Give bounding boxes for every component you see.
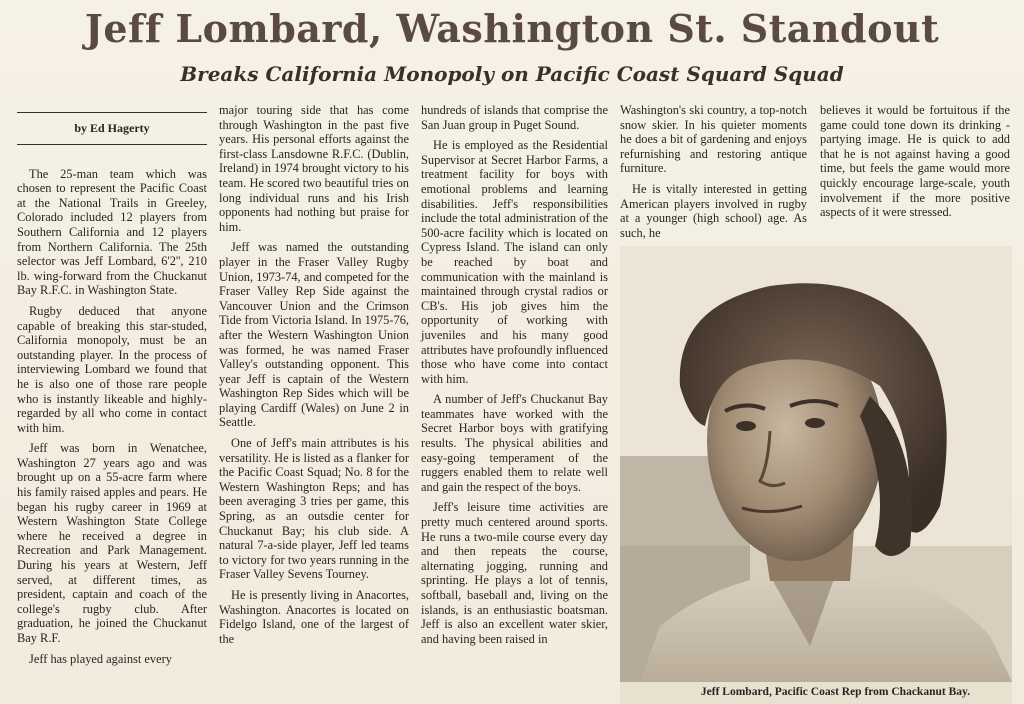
- column-1: [17, 112, 207, 672]
- column-4: [620, 103, 807, 246]
- byline: by Ed Hagerty: [17, 112, 207, 145]
- paragraph: He is employed as the Residential Supervisor at Secret Harbor Farms, a treatment facility for boys with emotional problems and learning disabilities. Jeff's responsibilities include the total administration of the 500-acre facility which is located on Cypress Island. The island can only be reached by boat and communication with the mainland is maintained through crystal radios or CB's. His job gives him the opportunity of working with juveniles and his many good attributes have profoundly influenced those who have come into contact with him.: [421, 138, 608, 386]
- paragraph: Rugby deduced that anyone capable of breaking this star-studed, California monopoly, must be an outstanding player. In the process of interviewing Lombard we found that he is also one of those rare people who is instantly likeable and highly-regarded by all who come in contact with him.: [17, 303, 207, 435]
- paragraph: hundreds of islands that comprise the San Juan group in Puget Sound.: [421, 103, 608, 132]
- subheadline: Breaks California Monopoly on Pacific Coast Squard Squad: [180, 62, 844, 86]
- paragraph: The 25-man team which was chosen to represent the Pacific Coast at the National Trails in Greeley, Colorado included 12 players from Southern California and 12 players from Northern California. The 25th selector was Jeff Lombard, 6'2'', 210 lb. wing-forward from the Chuckanut Bay R.F.C. in Washington State.: [17, 166, 207, 298]
- paragraph: A number of Jeff's Chuckanut Bay teammates have worked with the Secret Harbor boys with gratifying results. The physical abilities and easy-going temperament of the ruggers enabled them to relate well and gain the respect of the boys.: [421, 392, 608, 494]
- paragraph: He is presently living in Anacortes, Washington. Anacortes is located on Fidelgo Island, one of the largest of the: [219, 588, 409, 646]
- portrait-photo: [620, 246, 1012, 682]
- photo-caption: Jeff Lombard, Pacific Coast Rep from Chackanut Bay.: [620, 682, 1012, 704]
- column-3: [421, 103, 608, 652]
- paragraph: He is vitally interested in getting American players involved in rugby at a younger (high school) age. As such, he: [620, 181, 807, 240]
- headline: Jeff Lombard, Washington St. Standout: [84, 6, 940, 51]
- column-2: [219, 103, 409, 652]
- paragraph: One of Jeff's main attributes is his versatility. He is listed as a flanker for the Pacific Coast Squad; No. 8 for the Western Washington Reps; and has been averaging 3 tries per game, this Spring, as an outsdie center for Chuckanut Bay; his club side. A natural 7-a-side player, Jeff led teams to victory for two years running in the Fraser Valley Sevens Tourney.: [219, 436, 409, 582]
- column-5: [820, 103, 1010, 226]
- portrait-photo-icon: [620, 246, 1012, 682]
- paragraph: Jeff was named the outstanding player in the Fraser Valley Rugby Union, 1973-74, and competed for the Fraser Valley Rep Side against the Vancouver Union and the Crimson Tide from Victoria Island. In 1975-76, after the Western Washington Union was formed, he was named Fraser Valley's outstanding opponent. This year Jeff is captain of the Western Washington Rep Sides which will be playing Cardiff (Wales) on June 2 in Seattle.: [219, 240, 409, 430]
- paragraph: Jeff's leisure time activities are pretty much centered around sports. He runs a two-mile course every day and then repeats the course, alternating jogging, running and sprinting. He plays a lot of tennis, softball, baseball and, living on the islands, is an enthusiastic boatsman. Jeff is also an excellent water skier, and having been raised in: [421, 500, 608, 646]
- paragraph: Washington's ski country, a top-notch snow skier. In his quieter moments he does a bit of gardening and enjoys refurnishing and restoring antique furniture.: [620, 103, 807, 176]
- paragraph: believes it would be fortuitous if the game could tone down its drinking - partying image. He is quick to add that he is not against having a good time, but feels the game would more quickly encourage large-scale, youth involvement if the more positive aspects of it were stressed.: [820, 103, 1010, 220]
- paragraph: Jeff was born in Wenatchee, Washington 27 years ago and was brought up on a 55-acre farm where his family raised apples and pears. He began his rugby career in 1969 at Western Washington State College where he received a degree in Recreation and Park Management. During his years at Western, Jeff served, at different times, as president, captain and coach of the college's rugby club. After graduation, he joined the Chuckanut Bay R.F.: [17, 441, 207, 645]
- paragraph: Jeff has played against every: [29, 651, 172, 666]
- paragraph: major touring side that has come through Washington in the past five years. His personal efforts against the first-class Lansdowne R.F.C. (Dublin, Ireland) in 1974 brought victory to his team. He scored two beautiful tries on long individual runs and his Irish opponents had nothing but praise for him.: [219, 103, 409, 234]
